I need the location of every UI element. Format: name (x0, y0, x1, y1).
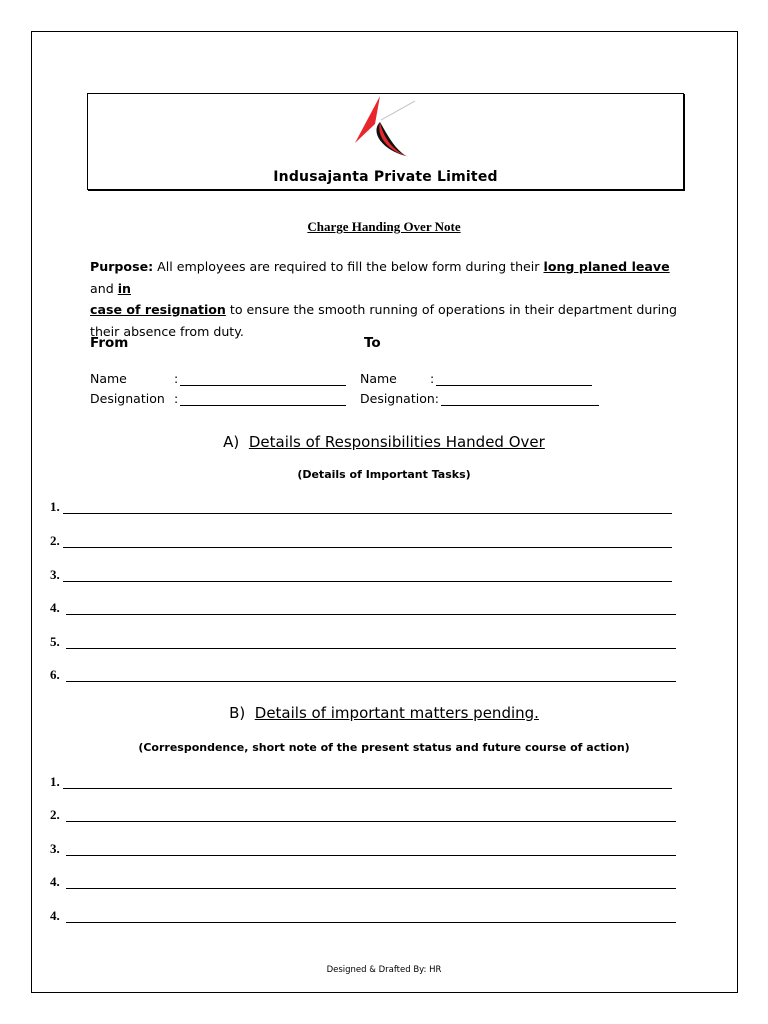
item-number: 4. (50, 874, 60, 889)
to-designation-field (360, 391, 599, 406)
item-input-line[interactable] (63, 547, 672, 548)
purpose-text-2: and (90, 280, 118, 296)
list-item (50, 499, 60, 517)
purpose-text-4: their absence from duty. (90, 323, 244, 339)
to-designation-label: Designation: (360, 391, 439, 406)
section-a-letter: A) (223, 433, 240, 451)
item-number: 3. (50, 841, 60, 856)
list-item (50, 807, 60, 825)
list-item (50, 774, 60, 792)
footer-credit: Designed & Drafted By: HR (326, 965, 442, 975)
company-name: Indusajanta Private Limited (273, 169, 498, 185)
from-designation-colon: : (174, 391, 179, 406)
to-heading: To (364, 335, 381, 351)
from-designation-field (90, 391, 346, 406)
from-name-field (90, 371, 346, 386)
item-number: 2. (50, 807, 60, 822)
from-name-input-line[interactable] (180, 374, 346, 386)
item-input-line[interactable] (66, 821, 676, 822)
list-item (50, 634, 60, 652)
from-heading: From (90, 335, 129, 351)
list-item (50, 667, 60, 685)
item-input-line[interactable] (66, 614, 676, 615)
item-input-line[interactable] (66, 681, 676, 682)
letterhead-box (87, 93, 684, 190)
item-number: 4. (50, 600, 60, 615)
list-item (50, 908, 60, 926)
item-input-line[interactable] (63, 581, 672, 582)
section-b-subtitle: (Correspondence, short note of the present status and future course of action) (138, 741, 630, 754)
list-item (50, 567, 60, 585)
to-name-field (360, 371, 592, 386)
to-name-input-line[interactable] (436, 374, 592, 386)
from-designation-label: Designation (90, 391, 165, 406)
to-designation-input-line[interactable] (441, 394, 599, 406)
item-number: 6. (50, 667, 60, 682)
list-item (50, 600, 60, 618)
purpose-label: Purpose: (90, 259, 154, 274)
list-item (50, 874, 60, 892)
item-input-line[interactable] (66, 888, 676, 889)
item-input-line[interactable] (66, 648, 676, 649)
item-number: 4. (50, 908, 60, 923)
item-number: 5. (50, 634, 60, 649)
section-a-title (0, 433, 768, 451)
section-b-title (0, 704, 768, 722)
from-designation-input-line[interactable] (180, 394, 346, 406)
purpose-emphasis-resignation: case of resignation (90, 302, 226, 317)
item-input-line[interactable] (66, 922, 676, 923)
item-input-line[interactable] (63, 788, 672, 789)
from-name-colon: : (174, 371, 179, 386)
purpose-emphasis-leave: long planed leave (543, 259, 670, 274)
to-name-label: Name (360, 371, 397, 386)
document-title: Charge Handing Over Note (307, 219, 461, 234)
company-logo (348, 94, 428, 160)
section-b-heading: Details of important matters pending. (254, 704, 539, 722)
section-b-letter: B) (229, 704, 246, 722)
item-input-line[interactable] (66, 855, 676, 856)
item-number: 1. (50, 499, 60, 514)
list-item (50, 841, 60, 859)
item-input-line[interactable] (63, 513, 672, 514)
purpose-paragraph (90, 256, 690, 342)
purpose-emphasis-in: in (117, 280, 131, 296)
item-number: 1. (50, 774, 60, 789)
to-name-colon: : (430, 371, 435, 386)
purpose-text-1: All employees are required to fill the below form during their (153, 259, 544, 274)
from-name-label: Name (90, 371, 127, 386)
item-number: 3. (50, 567, 60, 582)
section-a-subtitle: (Details of Important Tasks) (297, 468, 471, 481)
section-a-heading: Details of Responsibilities Handed Over (248, 433, 545, 451)
list-item (50, 533, 60, 551)
purpose-text-3: to ensure the smooth running of operations in their department during (225, 302, 678, 317)
item-number: 2. (50, 533, 60, 548)
